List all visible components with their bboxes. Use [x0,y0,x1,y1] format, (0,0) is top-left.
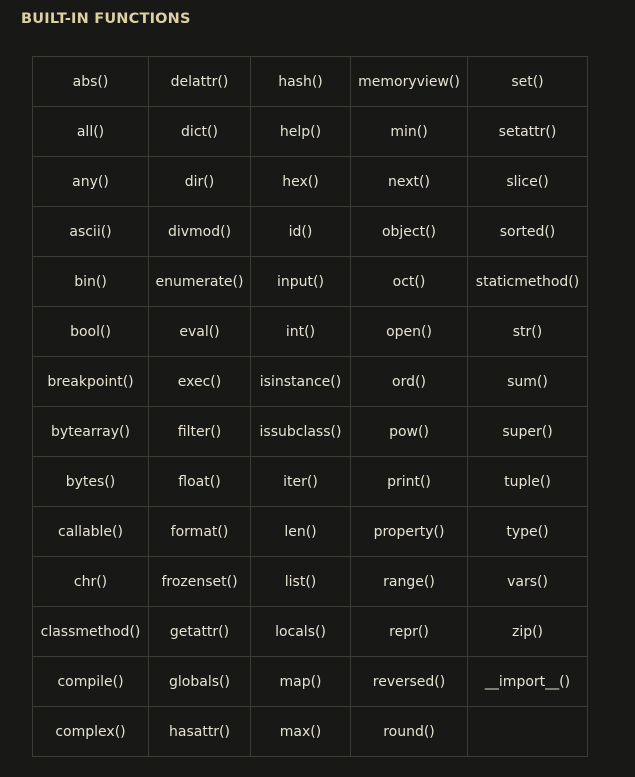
table-cell [33,207,149,257]
function-link[interactable]: str() [512,323,543,340]
function-link[interactable]: abs() [72,73,109,90]
table-cell [468,457,588,507]
table-cell [468,357,588,407]
function-link[interactable]: frozenset() [161,573,238,590]
empty-cell [468,707,588,757]
table-row [33,257,588,307]
table-cell [251,657,351,707]
table-cell [251,407,351,457]
table-cell [251,107,351,157]
table-cell [149,657,251,707]
function-link[interactable]: getattr() [169,623,230,640]
table-cell [468,207,588,257]
function-link[interactable]: id() [288,223,313,240]
function-link[interactable]: map() [279,673,322,690]
function-link[interactable]: bin() [74,273,107,290]
function-link[interactable]: repr() [389,623,429,640]
table-cell [468,607,588,657]
function-link[interactable]: bool() [70,323,111,340]
function-link[interactable]: enumerate() [155,273,244,290]
function-link[interactable]: tuple() [504,473,551,490]
table-cell [33,657,149,707]
function-link[interactable]: staticmethod() [475,273,580,290]
table-cell [149,357,251,407]
table-cell [351,257,468,307]
table-cell [149,707,251,757]
table-cell [149,607,251,657]
function-link[interactable]: sorted() [499,223,556,240]
table-cell [251,457,351,507]
function-link[interactable]: print() [387,473,431,490]
function-link[interactable]: breakpoint() [47,373,134,390]
function-link[interactable]: set() [511,73,544,90]
function-link[interactable]: zip() [511,623,544,640]
table-cell [351,557,468,607]
function-link[interactable]: memoryview() [358,73,460,90]
table-cell [251,57,351,107]
table-row [33,407,588,457]
table-cell [33,507,149,557]
table-cell [351,507,468,557]
function-link[interactable]: hash() [278,73,323,90]
function-link[interactable]: property() [373,523,445,540]
table-cell [251,357,351,407]
function-link[interactable]: __import__() [484,673,571,690]
function-link[interactable]: reversed() [372,673,446,690]
section-title: BUILT-IN FUNCTIONS [21,11,191,27]
functions-table [32,56,588,757]
table-row [33,357,588,407]
function-link[interactable]: int() [285,323,316,340]
table-row [33,557,588,607]
function-link[interactable]: compile() [57,673,124,690]
function-link[interactable]: complex() [55,723,126,740]
table-cell [351,707,468,757]
function-link[interactable]: globals() [169,673,230,690]
function-link[interactable]: max() [279,723,322,740]
function-link[interactable]: any() [72,173,109,190]
function-link[interactable]: input() [277,273,324,290]
function-link[interactable]: pow() [389,423,429,440]
function-link[interactable]: next() [388,173,430,190]
table-cell [251,257,351,307]
function-link[interactable]: callable() [58,523,123,540]
table-row [33,507,588,557]
table-cell [149,157,251,207]
table-cell [33,57,149,107]
function-link[interactable]: object() [381,223,437,240]
function-link[interactable]: filter() [177,423,222,440]
function-link[interactable]: classmethod() [40,623,141,640]
table-cell [149,57,251,107]
function-link[interactable]: isinstance() [259,373,342,390]
table-cell [251,707,351,757]
function-link[interactable]: type() [506,523,549,540]
table-cell [149,107,251,157]
table-cell [149,457,251,507]
function-link[interactable]: all() [76,123,105,140]
table-cell [33,707,149,757]
table-cell [351,407,468,457]
function-link[interactable]: format() [170,523,229,540]
function-link[interactable]: len() [284,523,317,540]
table-cell [468,657,588,707]
function-link[interactable]: slice() [506,173,549,190]
table-cell [33,607,149,657]
functions-table-body [33,57,588,757]
table-cell [351,357,468,407]
table-cell [351,657,468,707]
function-link[interactable]: vars() [507,573,548,590]
table-row [33,707,588,757]
function-link[interactable]: range() [383,573,435,590]
table-cell [33,357,149,407]
function-link[interactable]: round() [383,723,435,740]
table-cell [468,107,588,157]
function-link[interactable]: eval() [179,323,220,340]
table-cell [33,157,149,207]
table-cell [468,407,588,457]
function-link[interactable]: setattr() [498,123,557,140]
function-link[interactable]: min() [390,123,428,140]
table-cell [351,107,468,157]
table-row [33,57,588,107]
function-link[interactable]: issubclass() [259,423,342,440]
function-link[interactable]: delattr() [170,73,229,90]
table-row [33,457,588,507]
table-cell [33,407,149,457]
table-cell [468,557,588,607]
table-cell [468,157,588,207]
table-cell [149,507,251,557]
table-cell [251,157,351,207]
table-cell [251,557,351,607]
function-link[interactable]: hex() [282,173,319,190]
function-link[interactable]: float() [178,473,221,490]
table-cell [251,507,351,557]
function-link[interactable]: divmod() [167,223,232,240]
table-cell [149,207,251,257]
table-cell [468,307,588,357]
table-cell [251,307,351,357]
table-cell [351,307,468,357]
table-cell [33,557,149,607]
table-cell [149,557,251,607]
function-link[interactable]: chr() [73,573,108,590]
table-cell [251,607,351,657]
table-cell [351,457,468,507]
function-link[interactable]: super() [502,423,553,440]
table-cell [149,307,251,357]
function-link[interactable]: ord() [392,373,426,390]
table-row [33,157,588,207]
table-cell [468,507,588,557]
table-cell [149,257,251,307]
function-link[interactable]: dict() [181,123,218,140]
table-cell [149,407,251,457]
function-link[interactable]: list() [284,573,317,590]
function-link[interactable]: bytearray() [51,423,130,440]
table-row [33,657,588,707]
table-cell [351,207,468,257]
table-cell [33,457,149,507]
table-row [33,107,588,157]
table-cell [33,257,149,307]
function-link[interactable]: hasattr() [169,723,230,740]
table-cell [33,107,149,157]
table-row [33,307,588,357]
function-link[interactable]: dir() [184,173,215,190]
table-cell [351,607,468,657]
table-cell [351,157,468,207]
function-link[interactable]: exec() [177,373,222,390]
function-link[interactable]: ascii() [69,223,112,240]
table-cell [351,57,468,107]
function-link[interactable]: oct() [392,273,426,290]
table-cell [251,207,351,257]
function-link[interactable]: bytes() [65,473,116,490]
function-link[interactable]: iter() [283,473,318,490]
function-link[interactable]: sum() [507,373,548,390]
table-cell [33,307,149,357]
function-link[interactable]: open() [386,323,432,340]
function-link[interactable]: help() [279,123,322,140]
table-row [33,607,588,657]
table-cell [468,257,588,307]
function-link[interactable]: locals() [275,623,326,640]
table-row [33,207,588,257]
table-cell [468,57,588,107]
